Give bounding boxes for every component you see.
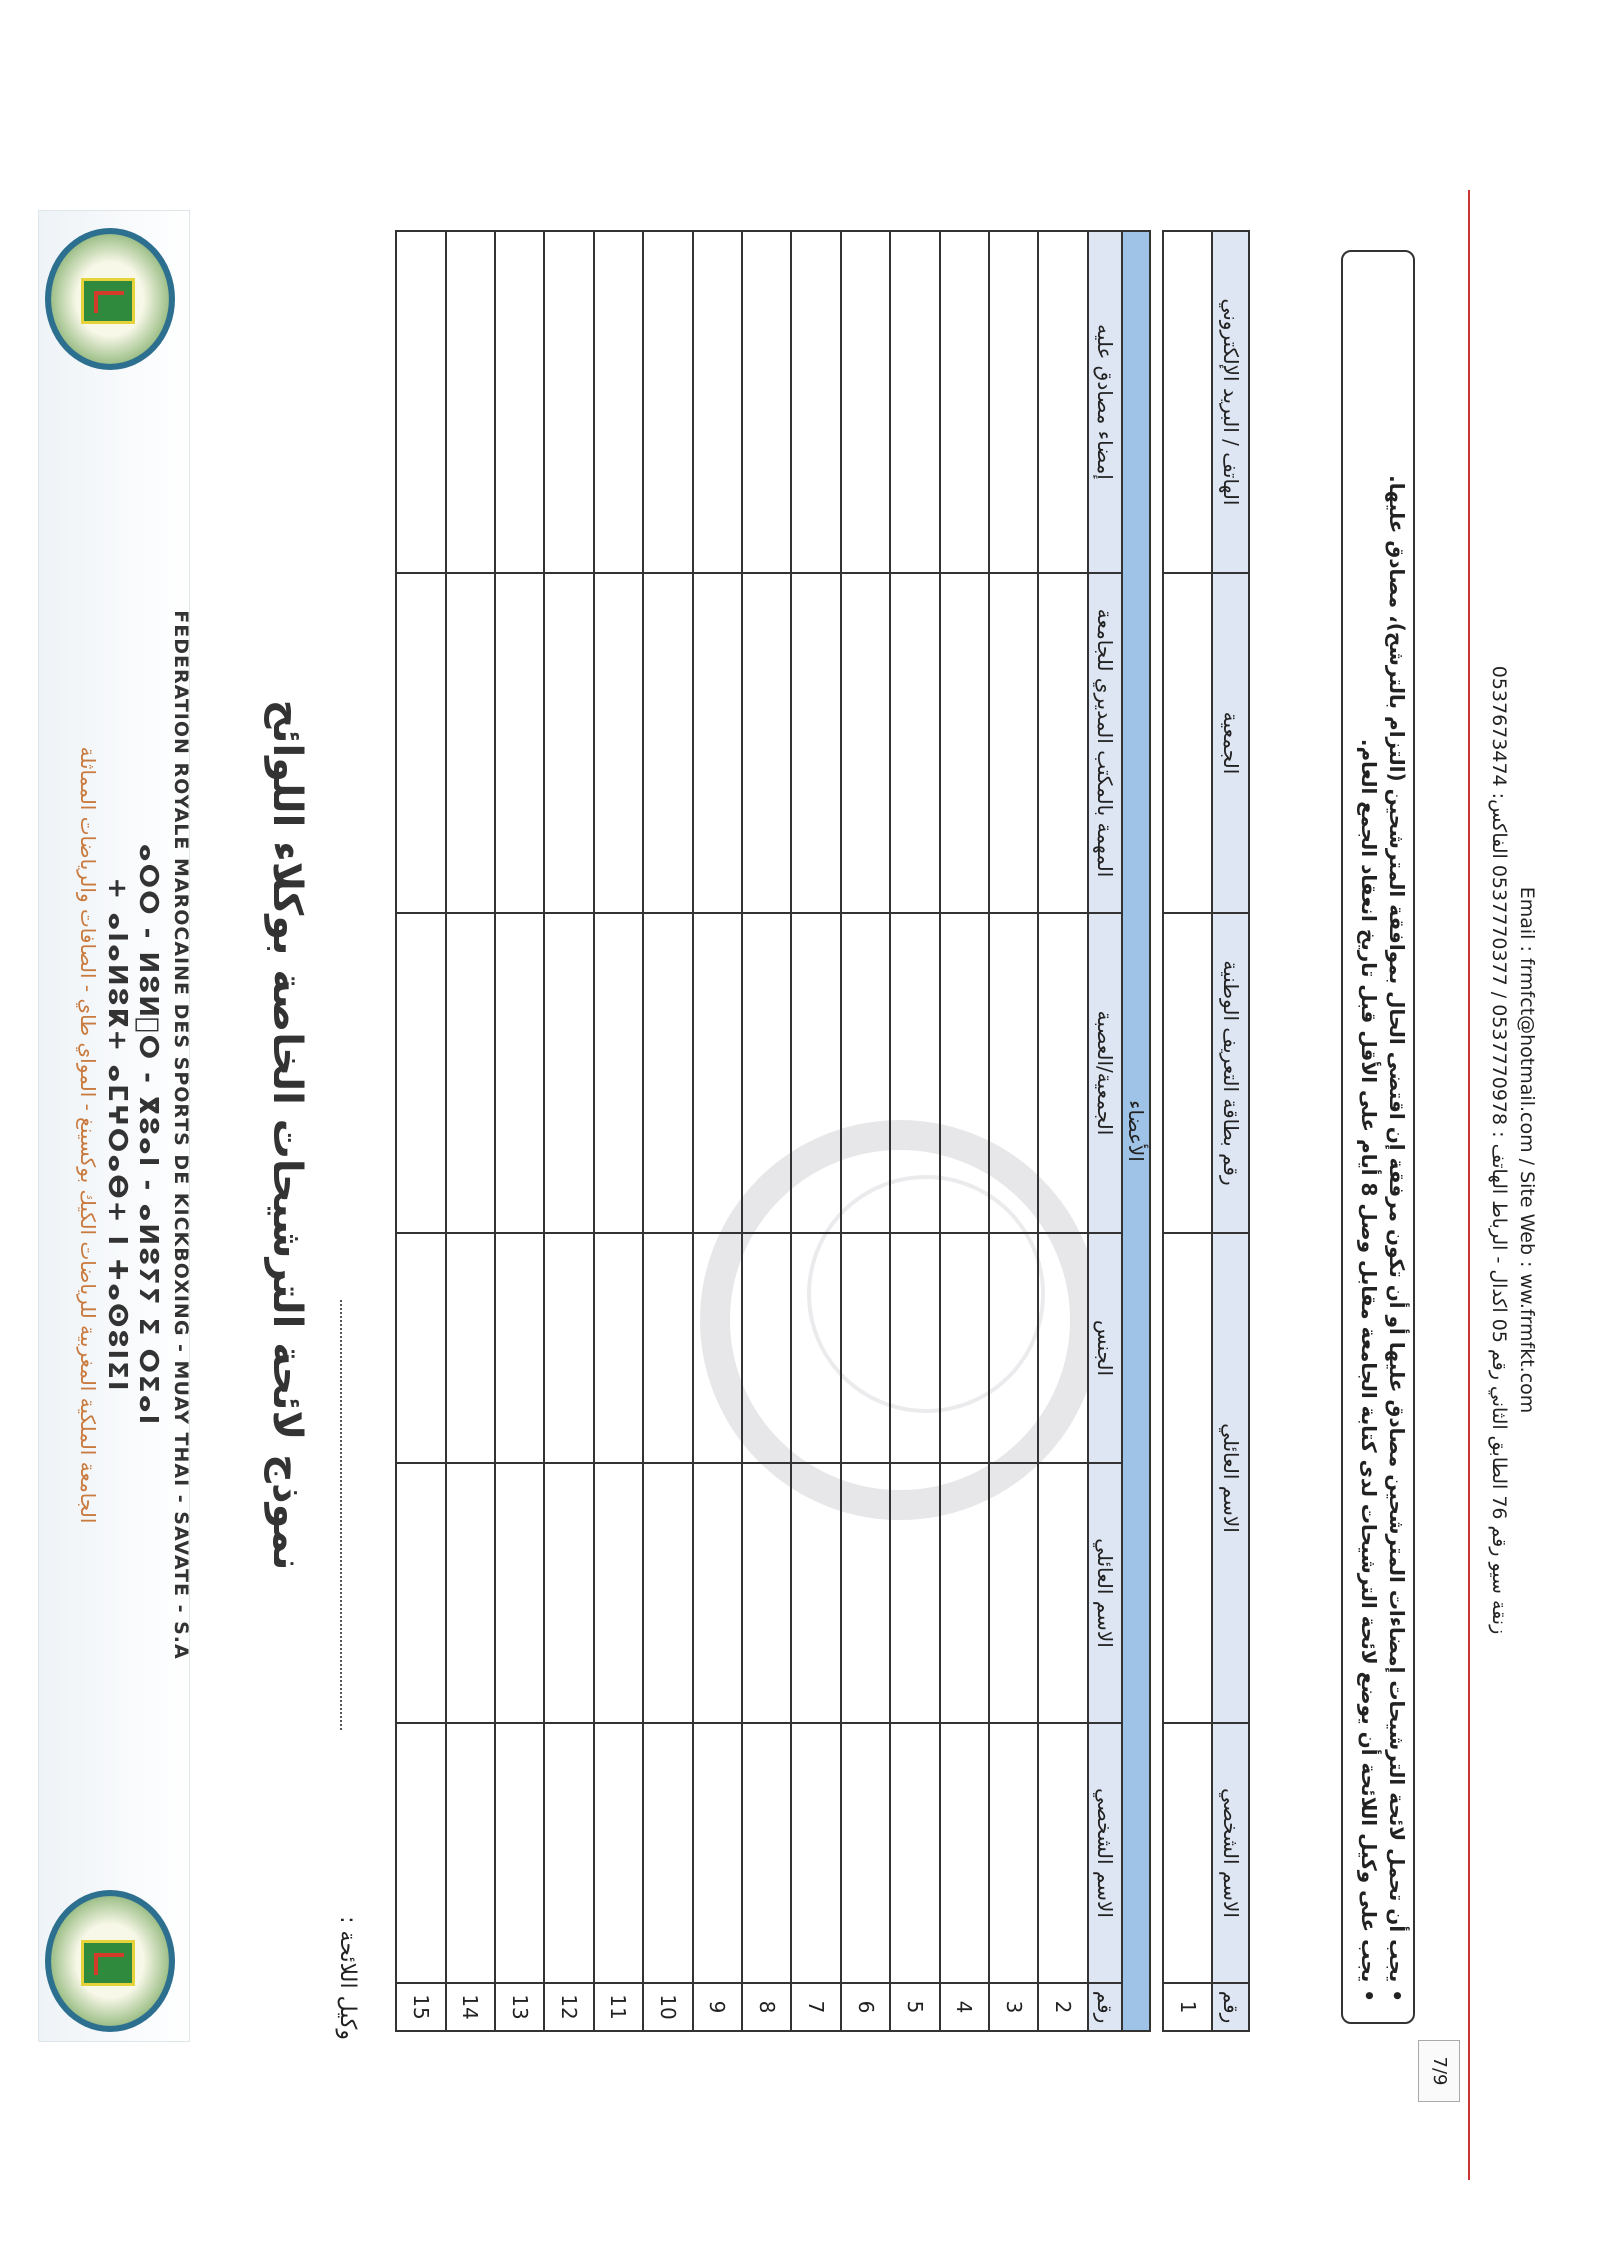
row-number: 3 (989, 1983, 1038, 2031)
note-1: • يجب أن تحمل لائحة الترشيحات إمضاءات المترشحين مصادق عليها أو أن تكون مرفقة إن اقتضى الحال بموافقة المترشحين (التزام بالترشح)، مصادق عليها. (1385, 475, 1409, 2002)
cell[interactable] (989, 1233, 1038, 1463)
row-number: 6 (841, 1983, 890, 2031)
cell[interactable] (1163, 1723, 1212, 1983)
table-row (1038, 231, 1087, 2031)
cell[interactable] (791, 1233, 840, 1463)
cell[interactable] (446, 231, 495, 573)
table-row (594, 231, 643, 2031)
cell[interactable] (594, 1723, 643, 1983)
members-header-row (1088, 231, 1122, 2031)
table-row (989, 231, 1038, 2031)
cell[interactable] (742, 913, 791, 1233)
cell[interactable] (544, 1463, 593, 1723)
cell[interactable] (841, 1723, 890, 1983)
notes-box (1341, 250, 1415, 2024)
cell[interactable] (495, 231, 544, 573)
members-section-row (1122, 231, 1150, 2031)
federation-logo-right (45, 1890, 175, 2032)
members-label: الأعضاء (1122, 231, 1150, 2031)
cell[interactable] (643, 913, 692, 1233)
top-col-number: رقم (1212, 1983, 1249, 2031)
cell[interactable] (693, 1723, 742, 1983)
top-col-first-name: الاسم الشخصي (1212, 1723, 1249, 1983)
header-french-name: FEDERATION ROYALE MAROCAINE DES SPORTS DE KICKBOXING - MUAY THAI - SAVATE - S.A (170, 610, 192, 1660)
cell[interactable] (495, 1233, 544, 1463)
col-association-league: الجمعية/العصبة (1088, 913, 1122, 1233)
cell[interactable] (396, 573, 446, 913)
cell[interactable] (841, 1233, 890, 1463)
cell[interactable] (594, 1233, 643, 1463)
cell[interactable] (791, 1463, 840, 1723)
cell[interactable] (544, 1233, 593, 1463)
col-signature: إمضاء مصادق عليه (1088, 231, 1122, 573)
col-role: المهمة بالمكتب المديري للجامعة (1088, 573, 1122, 913)
table-row (841, 231, 890, 2031)
cell[interactable] (1038, 1723, 1087, 1983)
footer-divider (1468, 190, 1470, 2180)
cell[interactable] (940, 573, 989, 913)
cell[interactable] (890, 1463, 939, 1723)
top-col-association: الجمعية (1212, 573, 1249, 913)
cell[interactable] (791, 573, 840, 913)
col-number: رقم (1088, 1983, 1122, 2031)
row-number: 8 (742, 1983, 791, 2031)
header-arabic-name: الجامعة الملكية المغربية للرياضات الكيك بوكسينغ - المواي طاي - الصافات والرياضات المماثلة (76, 746, 100, 1524)
cell[interactable] (841, 573, 890, 913)
cell[interactable] (594, 1463, 643, 1723)
cell[interactable] (940, 913, 989, 1233)
cell[interactable] (693, 231, 742, 573)
cell[interactable] (544, 913, 593, 1233)
top-header-row (1212, 231, 1249, 2031)
page-number: 7/9 (1418, 2040, 1460, 2102)
row-number: 12 (544, 1983, 593, 2031)
row-number: 2 (1038, 1983, 1087, 2031)
agent-label: وكيل اللائحة : (335, 1916, 360, 2040)
row-number: 14 (446, 1983, 495, 2031)
page-title: نموذج لائحة الترشيحات الخاصة بوكلاء اللوائح (264, 699, 310, 1571)
cell[interactable] (643, 1463, 692, 1723)
cell[interactable] (495, 913, 544, 1233)
cell[interactable] (742, 1723, 791, 1983)
cell[interactable] (594, 573, 643, 913)
row-number: 4 (940, 1983, 989, 2031)
note-2: • يجب على وكيل اللائحة أن يوضع لائحة الترشيحات لدى كتابة الجامعة مقابل وصل 8 أيام على الأقل قبل تاريخ انعقاد الجمع العام. (1357, 738, 1381, 2002)
cell[interactable] (594, 231, 643, 573)
cell[interactable] (1163, 231, 1212, 573)
table-row (742, 231, 791, 2031)
cell[interactable] (1163, 913, 1212, 1233)
cell[interactable] (841, 913, 890, 1233)
cell[interactable] (1038, 1233, 1087, 1463)
row-number: 13 (495, 1983, 544, 2031)
cell[interactable] (446, 1233, 495, 1463)
cell[interactable] (396, 1463, 446, 1723)
cell[interactable] (1038, 573, 1087, 913)
cell[interactable] (940, 1233, 989, 1463)
table-row (544, 231, 593, 2031)
cell[interactable] (742, 573, 791, 913)
row-number: 15 (396, 1983, 446, 2031)
table-row (791, 231, 840, 2031)
row-number: 5 (890, 1983, 939, 2031)
cell[interactable] (841, 1463, 890, 1723)
table-row (1163, 231, 1212, 2031)
row-number: 11 (594, 1983, 643, 2031)
cell[interactable] (890, 231, 939, 573)
row-number: 1 (1163, 1983, 1212, 2031)
cell[interactable] (495, 573, 544, 913)
cell[interactable] (1038, 1463, 1087, 1723)
row-number: 9 (693, 1983, 742, 2031)
agent-fill-line[interactable] (340, 1300, 342, 1730)
table-row (890, 231, 939, 2031)
footer-web: Email : frmfct@hotmail.com / Site Web : ww.frmfkt.com (1516, 886, 1538, 1414)
cell[interactable] (594, 913, 643, 1233)
cell[interactable] (693, 913, 742, 1233)
cell[interactable] (742, 231, 791, 573)
cell[interactable] (989, 1723, 1038, 1983)
candidates-table (395, 230, 1250, 2030)
row-number: 10 (643, 1983, 692, 2031)
col-last-name: الاسم العائلي (1088, 1463, 1122, 1723)
cell[interactable] (643, 1233, 692, 1463)
cell[interactable] (396, 1723, 446, 1983)
cell[interactable] (742, 1463, 791, 1723)
table-spacer (1150, 231, 1163, 2031)
cell[interactable] (693, 1463, 742, 1723)
cell[interactable] (495, 1723, 544, 1983)
table-row (396, 231, 446, 2031)
table-row (693, 231, 742, 2031)
federation-logo-left (45, 228, 175, 370)
table-row (446, 231, 495, 2031)
cell[interactable] (396, 1233, 446, 1463)
cell[interactable] (989, 231, 1038, 573)
cell[interactable] (446, 573, 495, 913)
cell[interactable] (396, 231, 446, 573)
header-tifinagh-line-1: + ⴰⵏⴰⵍⵓⴽ+ ⴰⵎⵖⵔⴰⴱ+ ⵏ ⵜⴰⵙⵓⵏⵉⵏ (102, 877, 132, 1393)
table-row (643, 231, 692, 2031)
cell[interactable] (890, 913, 939, 1233)
cell[interactable] (544, 1723, 593, 1983)
top-col-national-id: رقم بطاقة التعريف الوطنية (1212, 913, 1249, 1233)
col-gender: الجنس (1088, 1233, 1122, 1463)
cell[interactable] (1038, 913, 1087, 1233)
cell[interactable] (693, 1233, 742, 1463)
cell[interactable] (791, 231, 840, 573)
cell[interactable] (890, 1233, 939, 1463)
col-first-name: الاسم الشخصي (1088, 1723, 1122, 1983)
cell[interactable] (446, 913, 495, 1233)
top-col-last-name: الاسم العائلي (1212, 1233, 1249, 1723)
cell[interactable] (396, 913, 446, 1233)
cell[interactable] (643, 231, 692, 573)
top-col-phone-email: الهاتف / البريد الإلكتروني (1212, 231, 1249, 573)
cell[interactable] (791, 1723, 840, 1983)
cell[interactable] (890, 573, 939, 913)
row-number: 7 (791, 1983, 840, 2031)
cell[interactable] (544, 231, 593, 573)
cell[interactable] (989, 1463, 1038, 1723)
cell[interactable] (841, 231, 890, 573)
cell[interactable] (544, 573, 593, 913)
cell[interactable] (1163, 573, 1212, 913)
table-row (495, 231, 544, 2031)
cell[interactable] (643, 573, 692, 913)
footer-address: زنقة سيو رقم 76 الطابق الثاني رقم 05 اكدال - الرباط الهاتف : 0537770978 / 0537770377 الفاكس: 0537673474 (1488, 665, 1510, 1635)
table-row (940, 231, 989, 2031)
cell[interactable] (940, 1723, 989, 1983)
cell[interactable] (1163, 1233, 1212, 1723)
cell[interactable] (989, 913, 1038, 1233)
cell[interactable] (693, 573, 742, 913)
cell[interactable] (446, 1463, 495, 1723)
cell[interactable] (1038, 231, 1087, 573)
cell[interactable] (989, 573, 1038, 913)
cell[interactable] (742, 1233, 791, 1463)
cell[interactable] (495, 1463, 544, 1723)
cell[interactable] (791, 913, 840, 1233)
cell[interactable] (643, 1723, 692, 1983)
header-tifinagh-line-2: ⴰⵔⵔ - ⵍⵓⵍ⵿ⵔ - ⴳⵓⴰⵏ - ⴰⵍⵓⵢⵢ ⵉ ⵔⵉⴰⵏ (133, 843, 163, 1427)
cell[interactable] (446, 1723, 495, 1983)
cell[interactable] (940, 231, 989, 573)
cell[interactable] (890, 1723, 939, 1983)
cell[interactable] (940, 1463, 989, 1723)
